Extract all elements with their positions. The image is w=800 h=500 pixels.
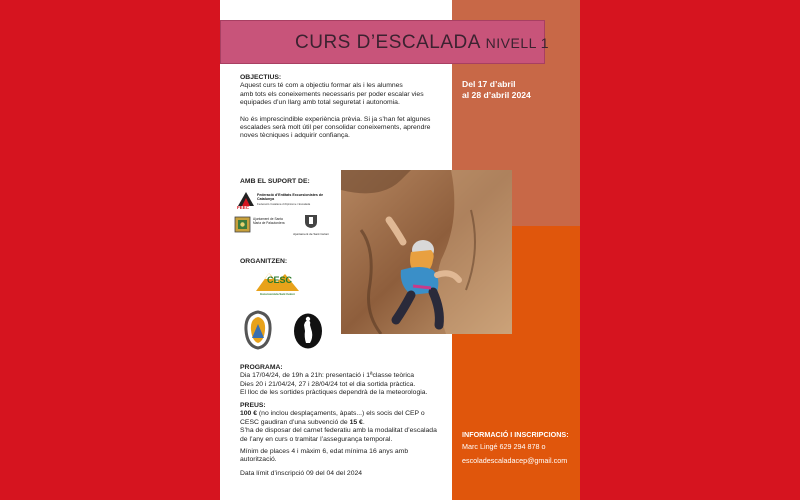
- cep-climber-logo: [243, 310, 273, 350]
- page-title: [295, 32, 549, 54]
- cesc-name: CESC: [267, 275, 293, 285]
- climber-silhouette-icon: [292, 312, 324, 350]
- escola-escalada-logo: [292, 312, 324, 350]
- deadline-text: Data límit d’inscripció 09 del 04 del 2024: [240, 470, 363, 477]
- info-heading: INFORMACIÓ I INSCRIPCIONS:: [462, 430, 569, 439]
- preus-line-4: de l’any en curs o tramitar l’assegurança temporal.: [240, 435, 393, 443]
- programa-heading: PROGRAMA:: [240, 364, 283, 371]
- ajuntament-santa-maria-name: Ajuntament de Santa Maria de Palautordera: [253, 217, 285, 225]
- price-main: 100 €: [240, 410, 258, 418]
- title-level: NIVELL 1: [485, 35, 550, 51]
- info-email[interactable]: escoladescaladacep@gmail.com: [462, 456, 568, 465]
- info-section: [462, 429, 569, 467]
- programa-section: [240, 364, 427, 398]
- ajuntament-santa-maria-logo: [233, 215, 283, 241]
- programa-line: Dies 20 i 21/04/24, 27 i 28/04/24 tot el dia sortida pràctica.: [240, 380, 416, 388]
- objectius-para2-line: noves tècniques i adquirir confiança.: [240, 132, 350, 140]
- feec-subtitle: Federació Catalana d’Alpinisme i Escalada: [257, 202, 311, 206]
- info-contact: Marc Lingé 629 294 878 o: [462, 441, 546, 451]
- climber-photo: [341, 170, 512, 334]
- programa-line: Dia 17/04/24, de 19h a 21h: presentació i 1ªclasse teòrica: [240, 372, 415, 380]
- title-banner: [220, 20, 550, 64]
- organitzen-heading: ORGANITZEN:: [240, 258, 288, 265]
- preus-section: [240, 402, 437, 444]
- climber-photo-illustration: [341, 170, 512, 334]
- objectius-line: equipades d’un llarg amb total seguretat i autonomia.: [240, 99, 400, 107]
- objectius-heading: OBJECTIUS:: [240, 74, 282, 81]
- objectius-para2-line: No és imprescindible experiència prèvia. Si ja s’han fet algunes: [240, 115, 431, 123]
- price-subsidy: 15 €: [349, 418, 363, 426]
- preus-line-1: (no inclou desplaçaments, àpats...) els socis del CEP o: [257, 410, 425, 418]
- objectius-line: Aquest curs té com a objectiu formar als i les alumnes: [240, 82, 403, 90]
- places-line: Mínim de places 4 i màxim 6, edat mínima 16 anys amb: [240, 448, 409, 455]
- objectius-section: [240, 74, 430, 141]
- preus-line-2a: CESC gaudiran d’una subvenció de: [240, 418, 350, 426]
- carabiner-icon: [243, 310, 273, 350]
- places-section: [240, 448, 408, 465]
- cesc-subtitle: Excursionista Sant Celoni: [260, 292, 295, 296]
- dates-line-1: Del 17 d’abril: [462, 79, 516, 89]
- preus-heading: PREUS:: [240, 402, 266, 409]
- ajuntament-sant-celoni-name: Ajuntament de Sant Celoni: [293, 232, 329, 236]
- objectius-para2-line: escalades serà molt útil per consolidar coneixements, aprendre: [240, 124, 431, 132]
- santa-maria-shield-icon: [234, 216, 251, 233]
- feec-name: Federació d’Entitats Excursionistes de Catalunya: [257, 193, 324, 202]
- objectius-line: amb tots els coneixements necessaris per poder escalar vies: [240, 90, 424, 98]
- feec-logo: [237, 190, 327, 212]
- dates-line-2: al 28 d’abril 2024: [462, 90, 531, 100]
- places-line: autorització.: [240, 456, 277, 464]
- feec-short: FEEC: [237, 205, 250, 210]
- title-main: CURS D’ESCALADA: [295, 32, 480, 53]
- programa-line: El lloc de les sortides pràctiques dependrà de la meteorologia.: [240, 389, 428, 397]
- support-heading: AMB EL SUPORT DE:: [240, 178, 310, 185]
- ajuntament-sant-celoni-logo: [288, 213, 334, 243]
- course-dates: [462, 79, 531, 101]
- cesc-logo: [255, 270, 300, 298]
- sant-celoni-crest-icon: [304, 213, 318, 229]
- preus-line-3: S’ha de disposar del carnet federatiu amb la modalitat d’escalada: [240, 427, 437, 435]
- preus-line-2b: .: [362, 418, 365, 426]
